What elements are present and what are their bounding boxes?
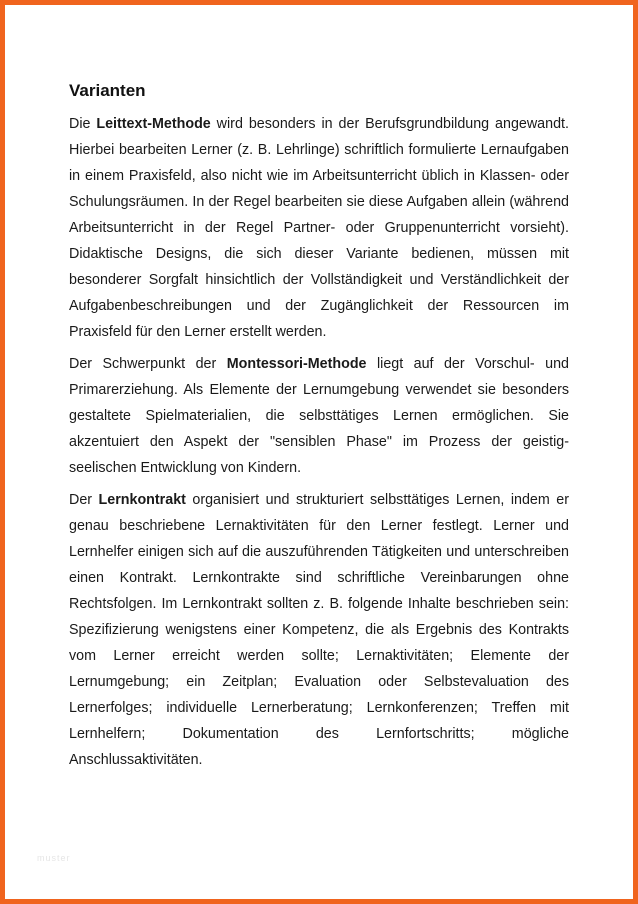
paragraph-text: liegt auf der Vorschul- und Primarerziehung. Als Elemente der Lernumgebung verwendet sie besonders gestaltete Spielmaterialien, die selbsttätiges Lernen ermöglichen. Sie akzentuiert den Aspekt der "sensiblen Phase" im Prozess der geistig-seelischen Entwicklung von Kindern. — [69, 356, 570, 476]
bold-term-leittext: Leittext-Methode — [96, 116, 211, 132]
paragraph-text: Die — [69, 116, 97, 132]
paragraph-text: Der Schwerpunkt der — [69, 356, 227, 372]
document-body — [69, 111, 569, 779]
paragraph-text: Der — [69, 492, 99, 508]
paragraph-text: wird besonders in der Berufsgrundbildung angewandt. Hierbei bearbeiten Lerner (z. B. Lehrlinge) schriftlich formulierte Lernaufgaben in einem Praxisfeld, also nicht wie im Arbeitsunterricht üblich in Klassen- oder Schulungsräumen. In der Regel bearbeiten sie diese Aufgaben allein (während Arbeitsunterricht in der Regel Partner- oder Gruppenunterricht vorsieht). Didaktische Designs, die sich dieser Variante bedienen, müssen mit besonderer Sorgfalt hinsichtlich der Vollständigkeit und Verständlichkeit der Aufgabenbeschreibungen und der Zugänglichkeit der Ressourcen im Praxisfeld für den Lerner erstellt werden. — [69, 116, 569, 340]
paragraph-montessori — [69, 351, 569, 481]
paragraph-leittext — [69, 111, 569, 345]
bold-term-lernkontrakt: Lernkontrakt — [98, 492, 186, 508]
watermark: muster — [37, 853, 71, 863]
paragraph-lernkontrakt — [69, 487, 569, 773]
paragraph-text: organisiert und strukturiert selbsttätiges Lernen, indem er genau beschriebene Lernaktivitäten für den Lerner festlegt. Lerner und Lernhelfer einigen sich auf die auszuführenden Tätigkeiten und unterschreiben einen Kontrakt. Lernkontrakte sind schriftliche Vereinbarungen ohne Rechtsfolgen. Im Lernkontrakt sollten z. B. folgende Inhalte beschrieben sein: Spezifizierung wenigstens einer Kompetenz, die als Ergebnis des Kontrakts vom Lerner erreicht werden sollte; Lernaktivitäten; Elemente der Lernumgebung; ein Zeitplan; Evaluation oder Selbstevaluation des Lernerfolges; individuelle Lernerberatung; Lernkonferenzen; Treffen mit Lernhelfern; Dokumentation des Lernfortschritts; mögliche Anschlussaktivitäten. — [69, 492, 569, 768]
bold-term-montessori: Montessori-Methode — [226, 356, 367, 372]
section-heading: Varianten — [69, 81, 146, 100]
